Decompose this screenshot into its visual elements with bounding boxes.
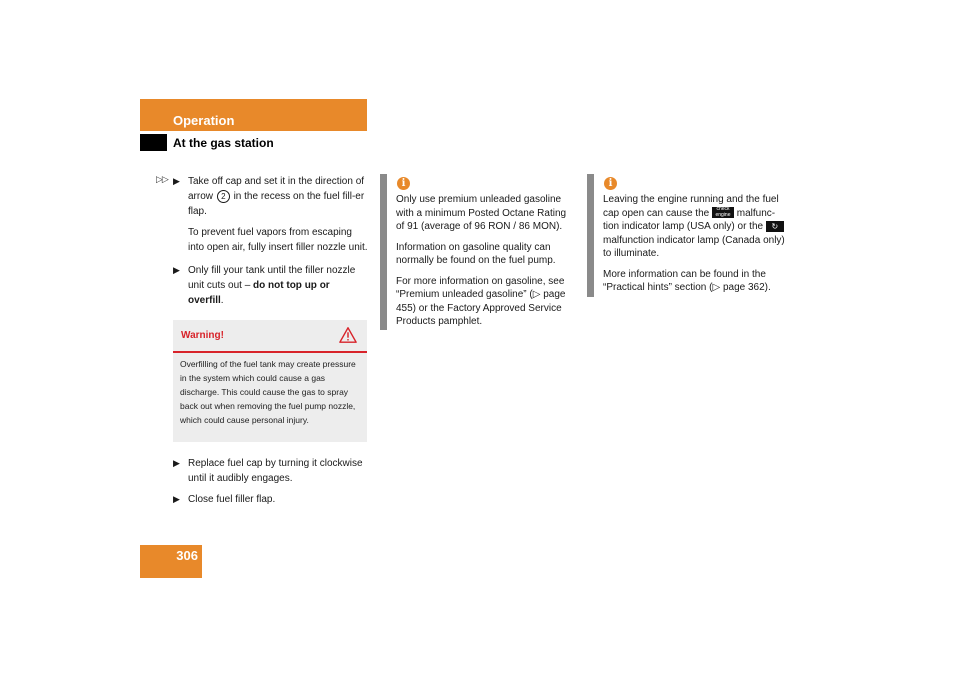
section-title: Operation xyxy=(173,113,235,128)
warning-triangle-icon xyxy=(339,326,357,344)
engine-malfunction-icon: ↻ xyxy=(766,221,784,232)
step1-text-a: Take off cap and set it in the direction of arrow xyxy=(188,176,365,202)
info2-text-b: malfunc-tion indicator lamp (USA only) or the xyxy=(603,207,776,232)
continuation-mark: ▷▷ xyxy=(156,174,168,184)
step2-text: Only fill your tank until the filler nozzle unit cuts out – xyxy=(188,265,356,291)
warning-box xyxy=(173,320,367,442)
check-engine-icon: check engine xyxy=(712,207,734,218)
info-box-2 xyxy=(603,193,785,302)
step4-text: Close fuel filler flap. xyxy=(188,494,276,505)
subsection-marker xyxy=(140,134,167,151)
instruction-column-continued xyxy=(173,456,368,511)
info2-paragraph-2: More information can be found in the “Practical hints” section (▷ page 362). xyxy=(603,268,771,293)
arrow-number-badge: 2 xyxy=(217,190,230,203)
step-take-off-cap xyxy=(173,174,368,219)
bullet-arrow-icon: ▶ xyxy=(173,265,180,275)
step1-text-b: in the recess on the fuel fill-er flap. xyxy=(188,191,365,217)
warning-title: Warning! xyxy=(181,330,224,341)
info2-text-c: malfunction indicator lamp (Canada only) to illuminate. xyxy=(603,234,785,259)
step2-end: . xyxy=(220,295,224,306)
bullet-arrow-icon: ▶ xyxy=(173,176,180,186)
bullet-arrow-icon: ▶ xyxy=(173,494,180,504)
info1-paragraph-2: Information on gasoline quality can normally be found on the fuel pump. xyxy=(396,241,556,266)
step-fill-tank xyxy=(173,263,368,308)
info-bar-1 xyxy=(380,174,387,330)
info1-paragraph-1: Only use premium unleaded gasoline with a minimum Posted Octane Rating of 91 (average of 96 RON / 86 MON). xyxy=(396,194,567,232)
info-icon: i xyxy=(604,177,617,190)
note-fuel-vapors: To prevent fuel vapors from escaping into open air, fully insert filler nozzle unit. xyxy=(188,227,368,253)
info-box-1 xyxy=(396,193,576,336)
step3-text: Replace fuel cap by turning it clockwise until it audibly engages. xyxy=(188,458,363,484)
bullet-arrow-icon: ▶ xyxy=(173,458,180,468)
instruction-column xyxy=(173,174,368,312)
info-icon: i xyxy=(397,177,410,190)
info1-paragraph-3: For more information on gasoline, see “Premium unleaded gasoline” (▷ page 455) or the Factory Approved Service Products pamphlet. xyxy=(396,275,566,327)
info-bar-2 xyxy=(587,174,594,297)
warning-divider xyxy=(173,351,367,353)
warning-text: Overfilling of the fuel tank may create pressure in the system which could cause a gas discharge. This could cause the gas to spray back out when removing the fuel pump nozzle, which could cause personal injury. xyxy=(180,359,356,425)
info2-text-a: Leaving the engine running and the fuel cap open can cause the xyxy=(603,194,779,219)
subsection-title: At the gas station xyxy=(173,136,274,150)
step-close-flap xyxy=(173,492,368,507)
page-number: 306 xyxy=(176,548,198,563)
step-replace-cap xyxy=(173,456,368,486)
step2-bold-text: do not top up or overfill xyxy=(188,280,330,306)
info2-paragraph-1 xyxy=(603,193,785,261)
